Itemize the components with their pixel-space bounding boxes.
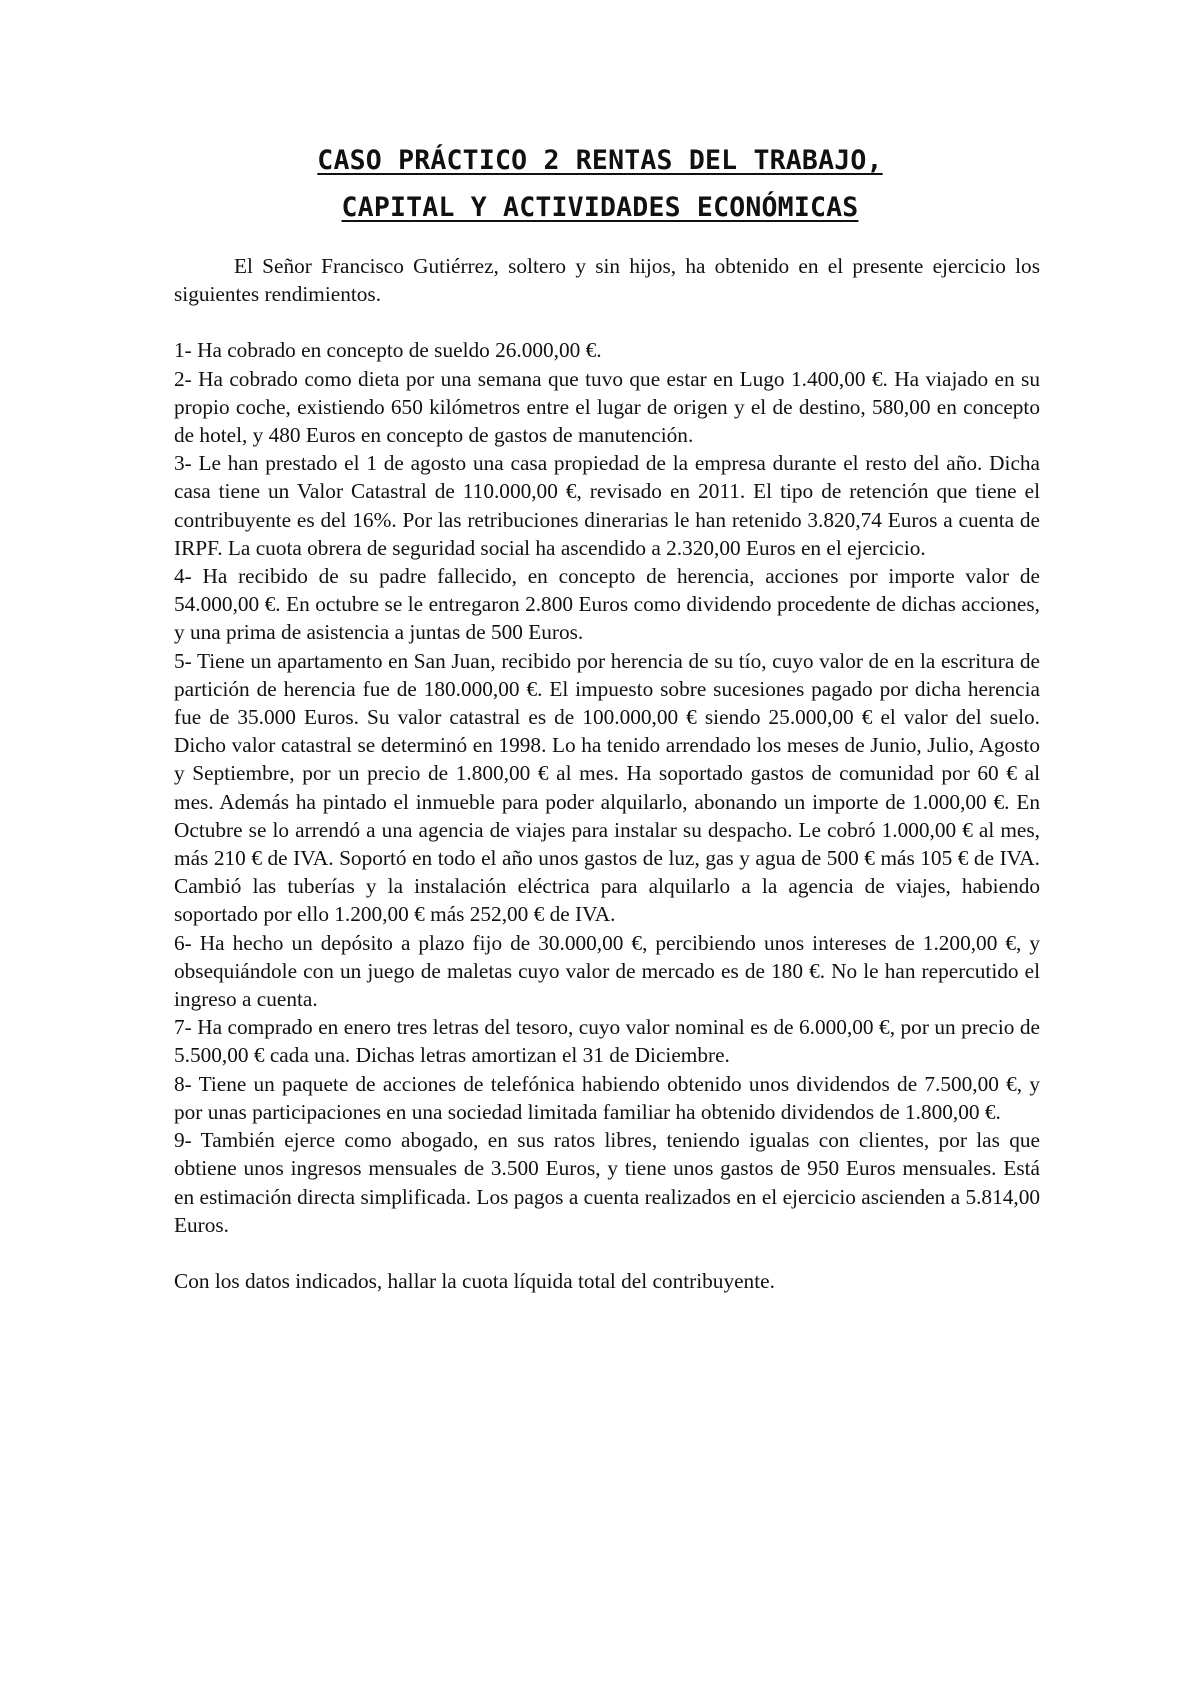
list-item-8: 8- Tiene un paquete de acciones de telefónica habiendo obtenido unos dividendos de 7.500,00 €, y por unas participaciones en una sociedad limitada familiar ha obtenido dividendos de 1.800,00 €.	[174, 1071, 1040, 1124]
document-title	[0, 143, 1200, 226]
list-item-6: 6- Ha hecho un depósito a plazo fijo de 30.000,00 €, percibiendo unos intereses de 1.200,00 €, y obsequiándole con un juego de maletas cuyo valor de mercado es de 180 €. No le han repercutido el ingreso a cuenta.	[174, 930, 1040, 1012]
list-item-7: 7- Ha comprado en enero tres letras del tesoro, cuyo valor nominal es de 6.000,00 €, por un precio de 5.500,00 € cada una. Dichas letras amortizan el 31 de Diciembre.	[174, 1015, 1040, 1068]
list-item-4: 4- Ha recibido de su padre fallecido, en concepto de herencia, acciones por importe valor de 54.000,00 €. En octubre se le entregaron 2.800 Euros como dividendo procedente de dichas acciones, y una prima de asistencia a juntas de 500 Euros.	[174, 564, 1040, 645]
list-item-2: 2- Ha cobrado como dieta por una semana que tuvo que estar en Lugo 1.400,00 €. Ha viajado en su propio coche, existiendo 650 kilómetros entre el lugar de origen y el de destino, 580,00 en concepto de hotel, y 480 Euros en concepto de gastos de manutención.	[174, 366, 1040, 448]
list-item-3: 3- Le han prestado el 1 de agosto una casa propiedad de la empresa durante el resto del año. Dicha casa tiene un Valor Catastral de 110.000,00 €, revisado en 2011. El tipo de retención que tiene el contribuyente es del 16%. Por las retribuciones dinerarias le han retenido 3.820,74 Euros a cuenta de IRPF. La cuota obrera de seguridad social ha ascendido a 2.320,00 Euros en el ejercicio.	[174, 451, 1040, 560]
list-item-1: 1- Ha cobrado en concepto de sueldo 26.000,00 €.	[174, 338, 602, 363]
list-item-9: 9- También ejerce como abogado, en sus ratos libres, teniendo igualas con clientes, por las que obtiene unos ingresos mensuales de 3.500 Euros, y tiene unos gastos de 950 Euros mensuales. Está en estimación directa simplificada. Los pagos a cuenta realizados en el ejercicio ascienden a 5.814,00 Euros.	[174, 1128, 1040, 1237]
intro-paragraph: El Señor Francisco Gutiérrez, soltero y sin hijos, ha obtenido en el presente ejercicio los siguientes rendimientos.	[174, 254, 1040, 307]
conclusion-paragraph: Con los datos indicados, hallar la cuota líquida total del contribuyente.	[174, 1268, 775, 1293]
document-body	[174, 252, 1040, 1295]
title-line-1: CASO PRÁCTICO 2 RENTAS DEL TRABAJO,	[317, 145, 883, 176]
title-line-2: CAPITAL Y ACTIVIDADES ECONÓMICAS	[341, 192, 859, 223]
list-item-5: 5- Tiene un apartamento en San Juan, recibido por herencia de su tío, cuyo valor de en la escritura de partición de herencia fue de 180.000,00 €. El impuesto sobre sucesiones pagado por dicha herencia fue de 35.000 Euros. Su valor catastral es de 100.000,00 € siendo 25.000,00 € el valor del suelo. Dicho valor catastral se determinó en 1998. Lo ha tenido arrendado los meses de Junio, Julio, Agosto y Septiembre, por un precio de 1.800,00 € al mes. Ha soportado gastos de comunidad por 60 € al mes. Además ha pintado el inmueble para poder alquilarlo, abonando un importe de 1.000,00 €. En Octubre se lo arrendó a una agencia de viajes para instalar su despacho. Le cobró 1.000,00 € al mes, más 210 € de IVA. Soportó en todo el año unos gastos de luz, gas y agua de 500 € más 105 € de IVA. Cambió las tuberías y la instalación eléctrica para alquilarlo a la agencia de viajes, habiendo soportado por ello 1.200,00 € más 252,00 € de IVA.	[174, 648, 1040, 927]
